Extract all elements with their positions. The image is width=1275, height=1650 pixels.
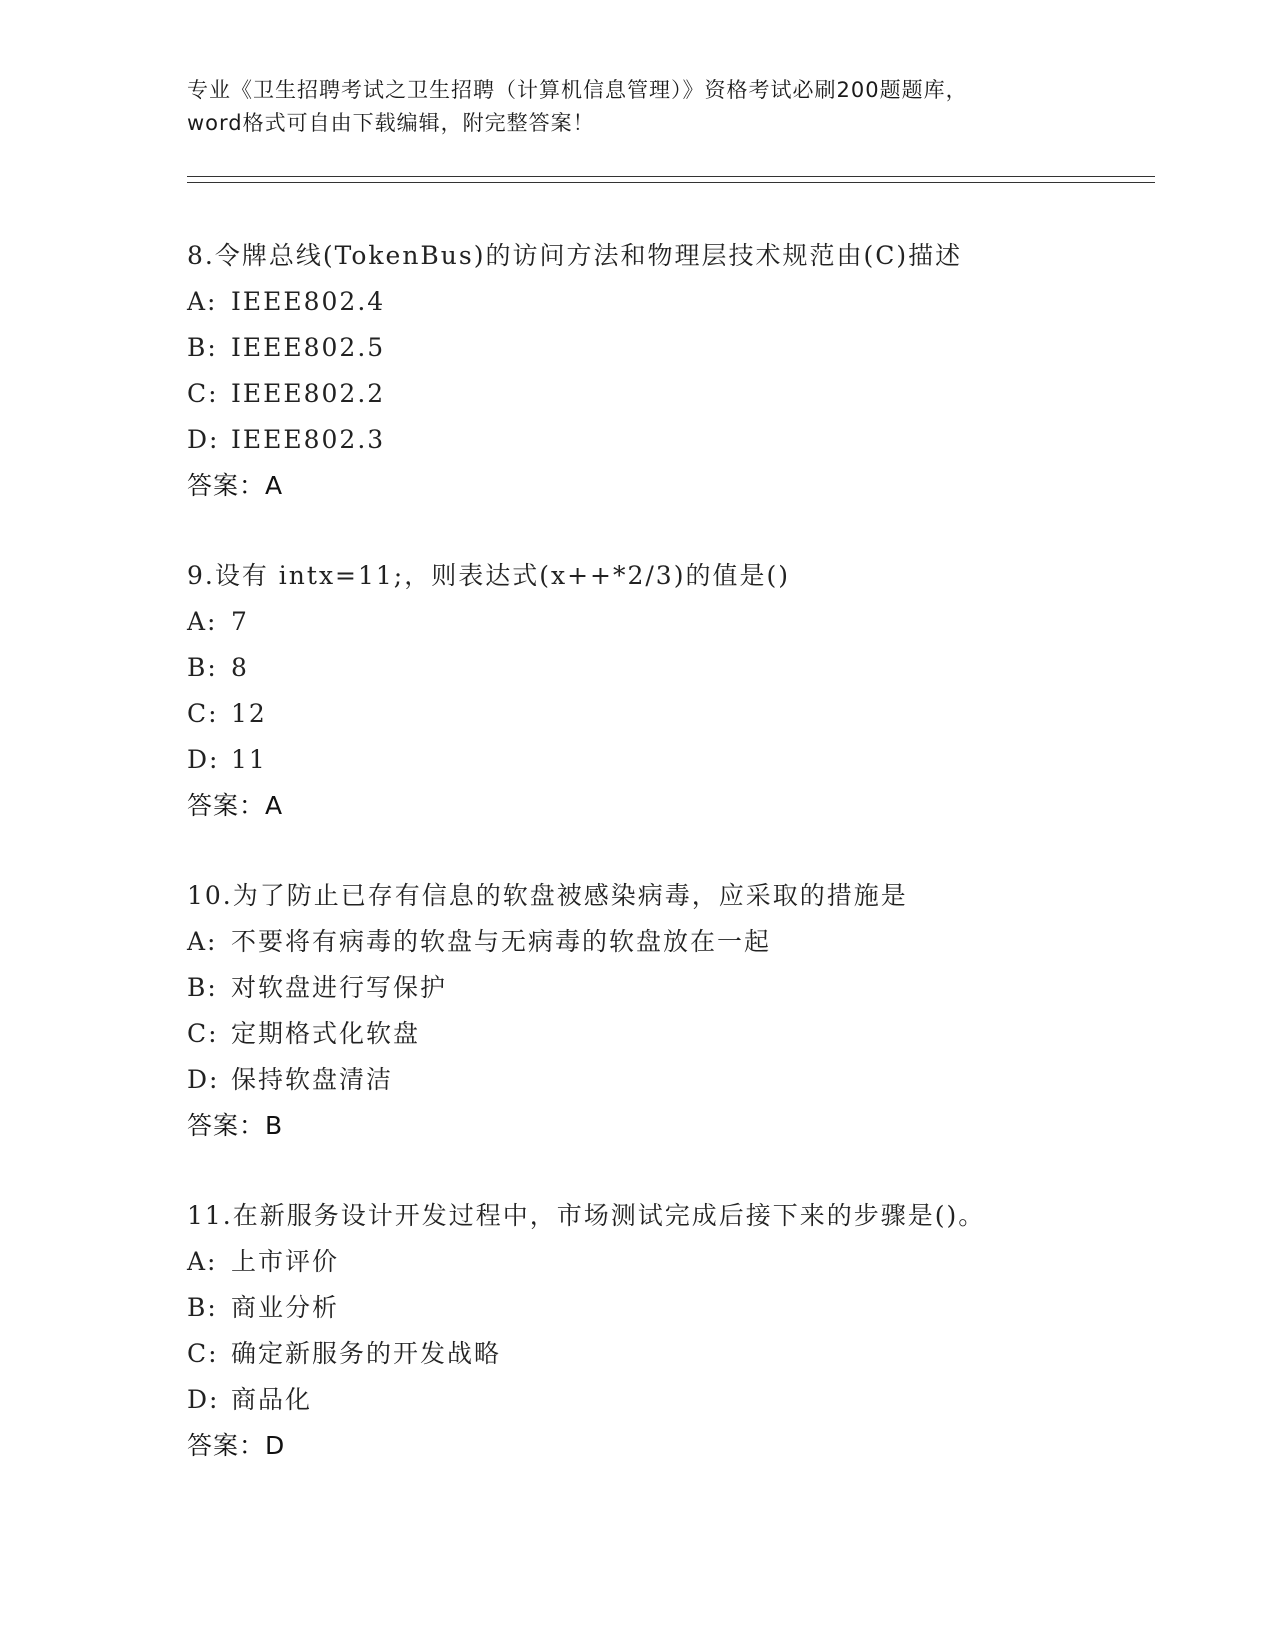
question-stem: 8.令牌总线(TokenBus)的访问方法和物理层技术规范由(C)描述 — [187, 241, 963, 270]
document-header — [187, 74, 1087, 140]
option-a — [187, 599, 1147, 645]
option-text: 商业分析 — [231, 1293, 340, 1322]
answer-line: 答案：A — [187, 791, 284, 820]
option-b — [187, 965, 1147, 1011]
question-stem: 11.在新服务设计开发过程中，市场测试完成后接下来的步骤是()。 — [187, 1201, 986, 1230]
option-letter: B: — [187, 1293, 218, 1322]
option-text: IEEE802.5 — [231, 333, 386, 362]
answer-line: 答案：A — [187, 471, 284, 500]
option-text: IEEE802.3 — [231, 425, 386, 454]
answer-line: 答案：D — [187, 1431, 286, 1460]
option-text: IEEE802.4 — [231, 287, 386, 316]
option-text: 保持软盘清洁 — [231, 1065, 394, 1094]
option-c — [187, 1331, 1147, 1377]
option-a — [187, 279, 1147, 325]
option-letter: A: — [187, 287, 218, 316]
header-divider-bottom — [187, 182, 1155, 183]
option-a — [187, 919, 1147, 965]
option-b — [187, 1285, 1147, 1331]
question-9 — [187, 553, 1147, 829]
option-d — [187, 1377, 1147, 1423]
option-text: 对软盘进行写保护 — [231, 973, 448, 1002]
option-letter: C: — [187, 379, 219, 408]
option-letter: D: — [187, 425, 220, 454]
option-letter: B: — [187, 973, 218, 1002]
option-letter: B: — [187, 333, 218, 362]
question-11 — [187, 1193, 1147, 1469]
question-stem: 9.设有 intx=11;，则表达式(x++*2/3)的值是() — [187, 561, 790, 590]
option-c — [187, 371, 1147, 417]
option-letter: D: — [187, 1385, 220, 1414]
option-text: 商品化 — [231, 1385, 313, 1414]
answer-line: 答案：B — [187, 1111, 284, 1140]
option-letter: A: — [187, 927, 218, 956]
option-text: 12 — [231, 699, 267, 728]
question-10 — [187, 873, 1147, 1149]
header-divider-top — [187, 176, 1155, 177]
option-letter: C: — [187, 1339, 219, 1368]
option-text: 8 — [231, 653, 249, 682]
option-c — [187, 1011, 1147, 1057]
option-letter: A: — [187, 1247, 218, 1276]
option-b — [187, 325, 1147, 371]
option-letter: D: — [187, 745, 220, 774]
option-c — [187, 691, 1147, 737]
option-text: 7 — [231, 607, 249, 636]
option-letter: B: — [187, 653, 218, 682]
option-b — [187, 645, 1147, 691]
header-line-2: word格式可自由下载编辑，附完整答案！ — [187, 111, 595, 135]
option-letter: C: — [187, 699, 219, 728]
option-text: 定期格式化软盘 — [231, 1019, 421, 1048]
option-text: 不要将有病毒的软盘与无病毒的软盘放在一起 — [231, 927, 772, 956]
option-text: 11 — [231, 745, 267, 774]
option-text: IEEE802.2 — [231, 379, 386, 408]
option-letter: D: — [187, 1065, 220, 1094]
option-text: 上市评价 — [231, 1247, 340, 1276]
option-letter: A: — [187, 607, 218, 636]
option-d — [187, 1057, 1147, 1103]
option-a — [187, 1239, 1147, 1285]
question-8 — [187, 233, 1147, 509]
header-line-1: 专业《卫生招聘考试之卫生招聘（计算机信息管理）》资格考试必刷200题题库， — [187, 78, 968, 102]
option-letter: C: — [187, 1019, 219, 1048]
question-stem: 10.为了防止已存有信息的软盘被感染病毒，应采取的措施是 — [187, 881, 908, 910]
option-d — [187, 737, 1147, 783]
option-text: 确定新服务的开发战略 — [231, 1339, 502, 1368]
option-d — [187, 417, 1147, 463]
